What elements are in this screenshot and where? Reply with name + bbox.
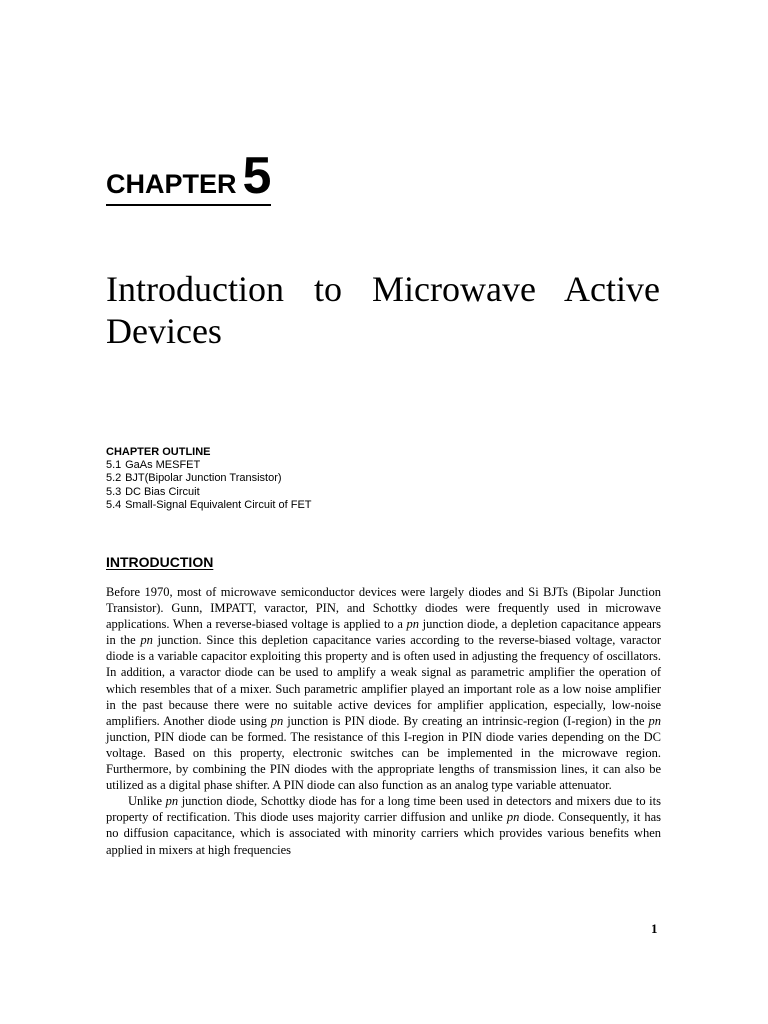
chapter-outline (106, 446, 312, 512)
outline-item-number: 5.3 (106, 485, 122, 498)
italic-term: pn (506, 810, 520, 825)
outline-item (106, 486, 312, 499)
chapter-number: 5 (242, 147, 272, 205)
outline-heading: CHAPTER OUTLINE (106, 446, 211, 458)
text-run: junction, PIN diode can be formed. The resistance of this I-region in PIN diode varies depending on the DC voltage. Based on this property, electronic switches can be implemented in the microwave region. Furthermore, by combining the PIN diodes with the appropriate lengths of transmission lines, it can also be utilized as a digital phase shifter. A PIN diode can also function as an analog type variable attenuator. (106, 729, 661, 793)
text-run: diode. Consequently, it has no diffusion capacitance, which is associated with minority carriers which provides various benefits when applied in mixers at high frequencies (106, 810, 661, 857)
chapter-title: Introduction to Microwave Active Devices (106, 269, 660, 351)
text-run: junction diode, Schottky diode has for a long time been used in detectors and mixers due to its property of rectification. This diode uses majority carrier diffusion and unlike (106, 794, 661, 825)
outline-list (106, 459, 312, 512)
outline-item-label: Small-Signal Equivalent Circuit of FET (125, 498, 312, 511)
page-number: 1 (651, 921, 658, 936)
introduction-heading: INTRODUCTION (106, 554, 214, 570)
italic-term: pn (648, 713, 661, 728)
outline-item-number: 5.4 (106, 498, 122, 511)
text-run: Before 1970, most of microwave semiconductor devices were largely diodes and Si BJTs (Bipolar Junction Transistor). Gunn, IMPATT, varactor, PIN, and Schottky diodes were frequently used in microwave applications. When a reverse-biased voltage is applied to a (106, 585, 661, 632)
italic-term: pn (140, 633, 153, 648)
outline-item (106, 499, 312, 512)
introduction-body (106, 584, 661, 858)
italic-term: pn (406, 617, 419, 632)
outline-item-label: DC Bias Circuit (125, 485, 200, 498)
outline-item (106, 459, 312, 472)
outline-item-number: 5.2 (106, 472, 122, 485)
outline-item (106, 472, 312, 485)
text-run: Unlike (128, 794, 166, 809)
outline-item-label: GaAs MESFET (125, 459, 201, 472)
paragraph (106, 584, 661, 793)
text-run: junction. Since this depletion capacitance varies according to the reverse-biased voltage, varactor diode is a variable capacitor exploiting this property and is often used in adjusting the frequency of oscillators. In addition, a varactor diode can be used to amplify a weak signal as parametric amplifier the operation of which resembles that of a mixer. Such parametric amplifier played an important role as a low noise amplifier in the past because there were no suitable active devices for amplifier application, especially, low-noise amplifiers. Another diode using (106, 633, 661, 728)
text-run: junction is PIN diode. By creating an intrinsic-region (I-region) in the (283, 713, 649, 728)
italic-term: pn (165, 794, 179, 809)
chapter-heading (106, 147, 272, 206)
text-run: junction diode, a depletion capacitance appears in the (106, 617, 661, 648)
outline-item-number: 5.1 (106, 459, 122, 472)
paragraph (106, 793, 661, 857)
outline-item-label: BJT(Bipolar Junction Transistor) (125, 472, 282, 485)
italic-term: pn (270, 713, 284, 728)
chapter-label: CHAPTER (106, 169, 237, 199)
